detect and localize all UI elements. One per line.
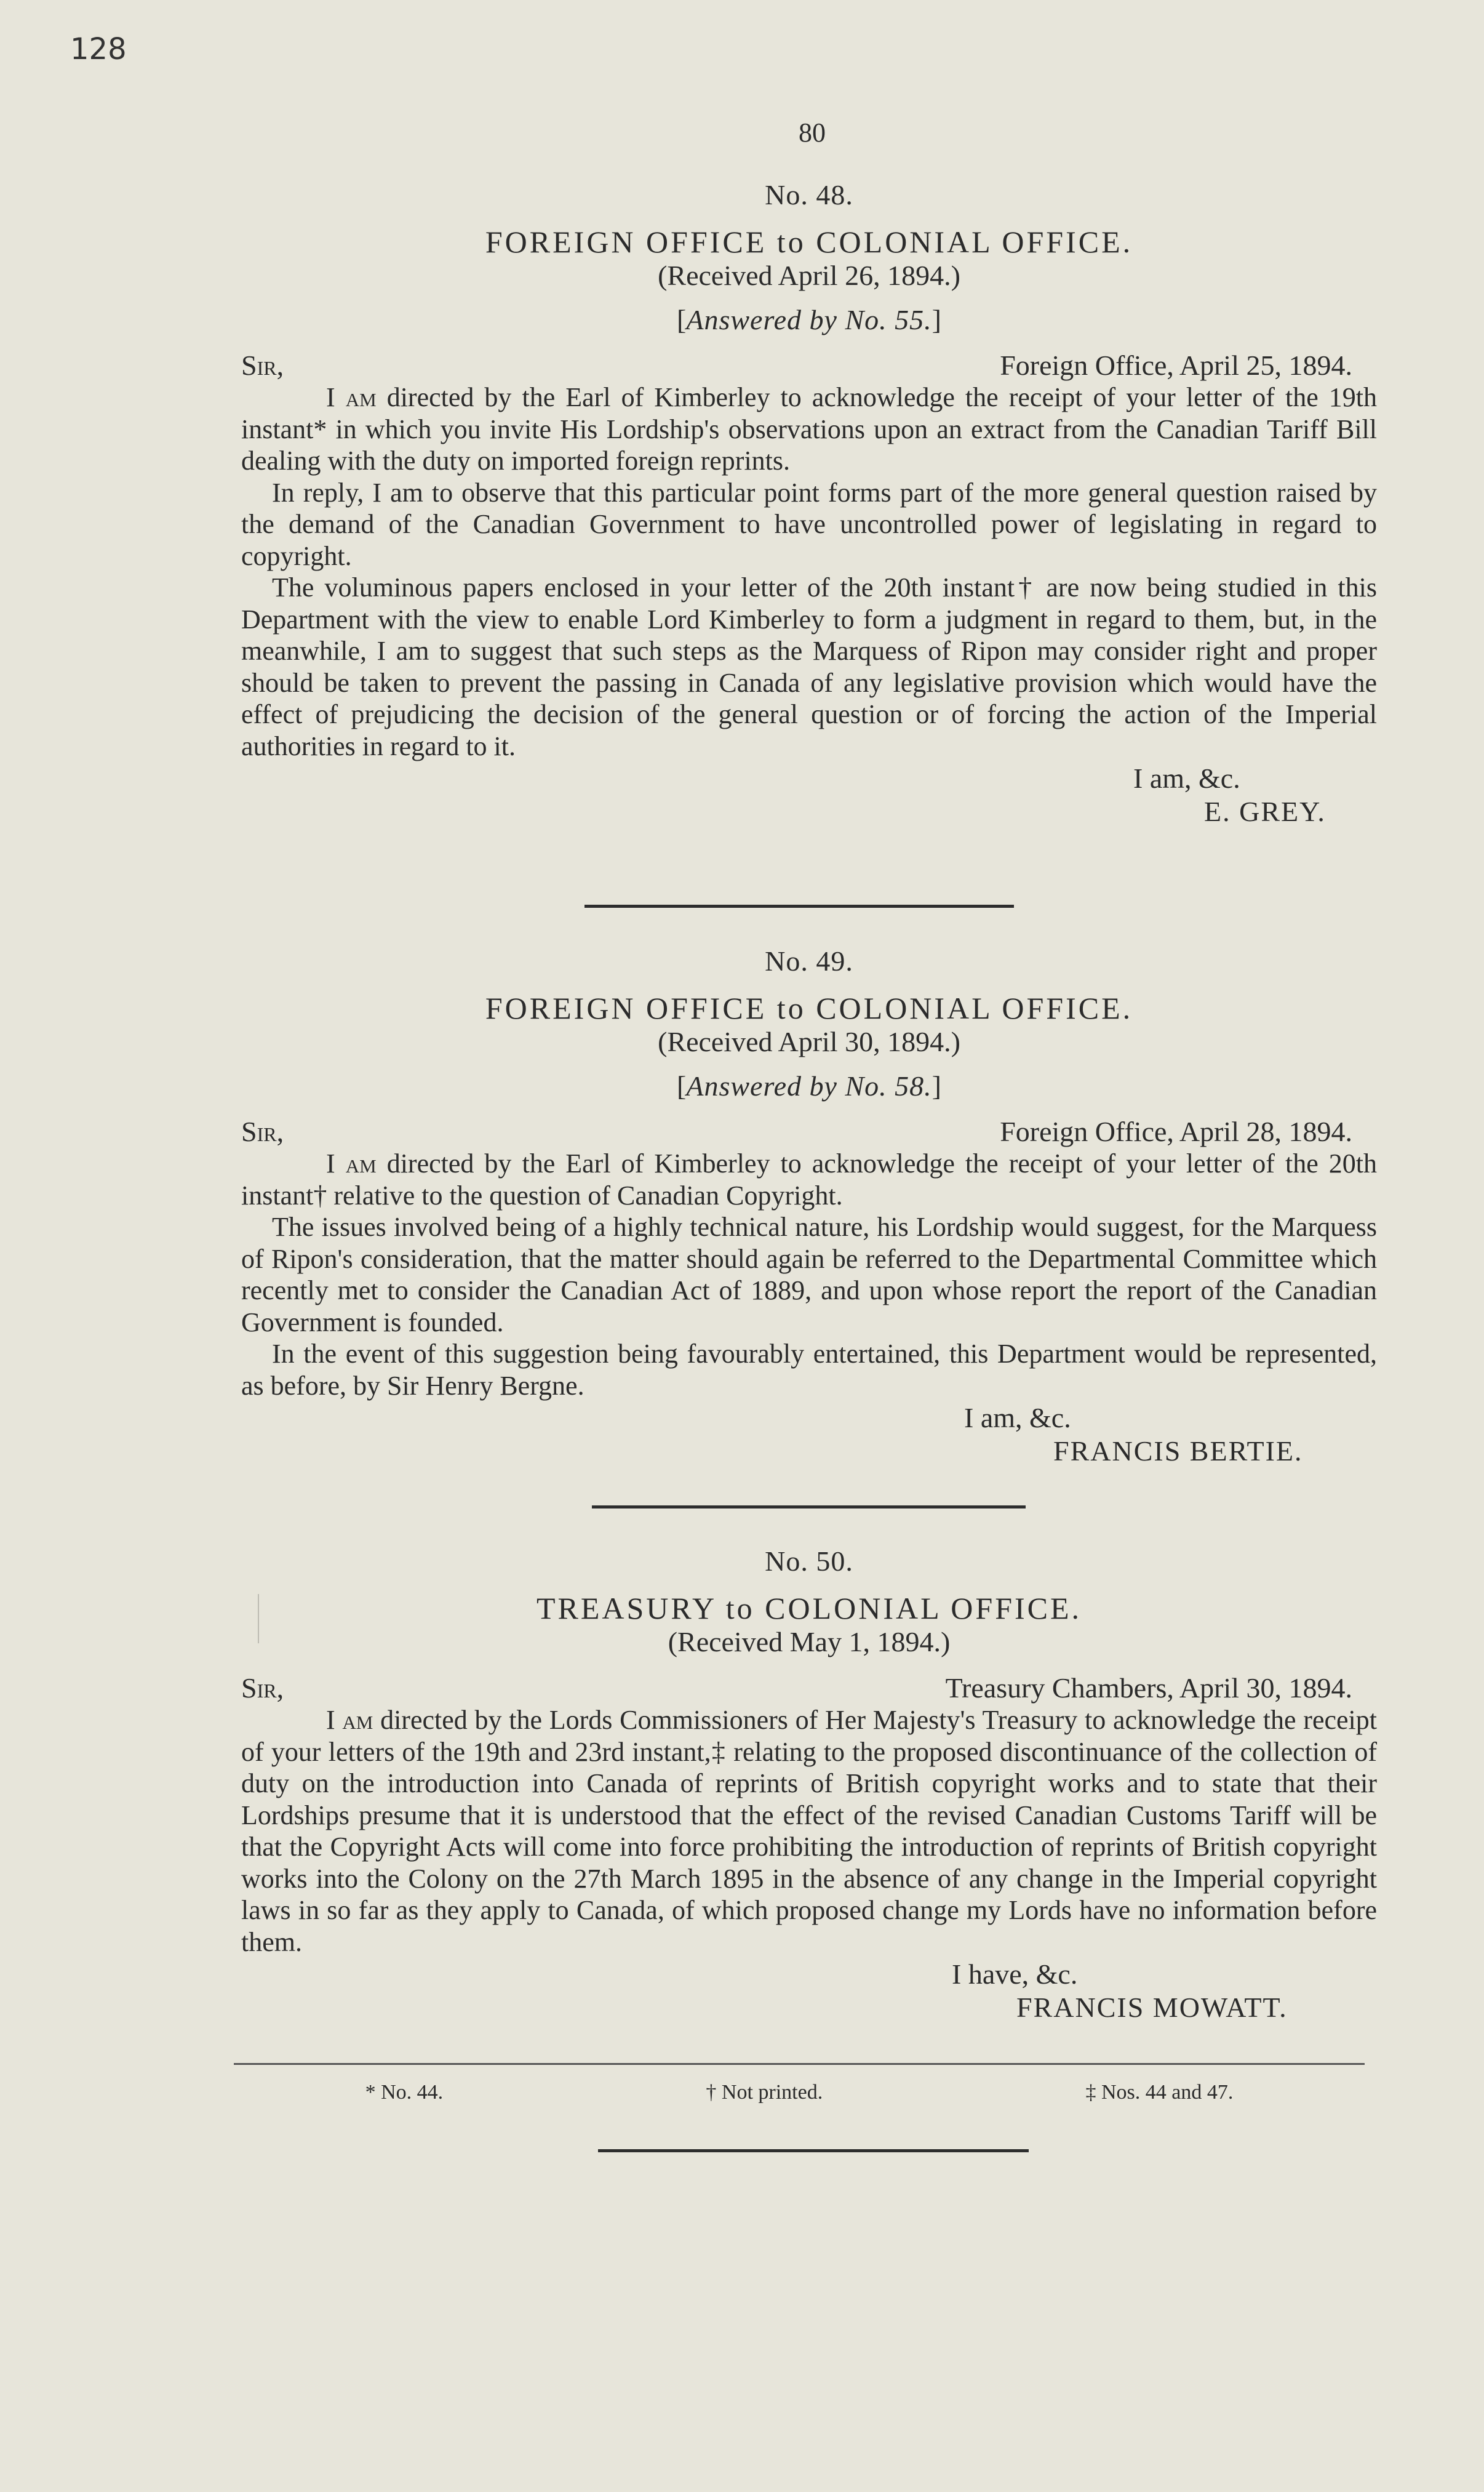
paragraph-text: directed by the Earl of Kimberley to acknowledge the receipt of your letter of the 20th instant† relative to the question of Canadian Copyright.	[241, 1148, 1377, 1211]
salutation-line	[241, 1672, 1377, 1704]
paragraph: The issues involved being of a highly technical nature, his Lordship would suggest, for the Marquess of Ripon's consideration, that the matter should again be referred to the Departmental Committee which recently met to consider the Canadian Act of 1889, and upon whose report the report of the Canadian Government is founded.	[241, 1212, 1377, 1337]
paragraph-text: directed by the Earl of Kimberley to acknowledge the receipt of your letter of the 19th instant* in which you invite His Lordship's observations upon an extract from the Canadian Tariff Bill dealing with the duty on imported foreign reprints.	[241, 382, 1377, 476]
answered-text: Answered by No. 58.	[686, 1070, 932, 1102]
letter-heading: FOREIGN OFFICE to COLONIAL OFFICE.	[485, 991, 1133, 1025]
received-date: (Received April 26, 1894.)	[658, 260, 960, 291]
opening-word: I	[326, 1705, 335, 1735]
paragraph	[241, 1148, 1377, 1211]
place-date: Foreign Office, April 28, 1894.	[1000, 1116, 1352, 1147]
paragraph: In the event of this suggestion being favourably entertained, this Department would be represented, as before, by Sir Henry Bergne.	[241, 1339, 1377, 1401]
letter-49	[241, 945, 1377, 1468]
letter-50	[241, 1545, 1377, 2024]
closing-block	[241, 1401, 1377, 1468]
salutation-line	[241, 350, 1377, 382]
answered-text: Answered by No. 55.	[686, 304, 932, 335]
paragraph	[241, 1704, 1377, 1958]
footnote: * No. 44.	[365, 2081, 444, 2104]
signature: E. GREY.	[1204, 796, 1326, 827]
signature: FRANCIS BERTIE.	[1053, 1435, 1303, 1467]
page-number: 80	[799, 118, 826, 148]
received-date: (Received May 1, 1894.)	[668, 1626, 951, 1657]
separator-rule	[598, 2149, 1029, 2152]
closing-block	[241, 1958, 1377, 2024]
closing: I have, &c.	[952, 1958, 1078, 1990]
letter-body	[241, 1704, 1377, 1958]
opening-smallcaps: am	[345, 1148, 377, 1179]
letter-number: No. 48.	[765, 179, 853, 210]
opening-word: I	[326, 382, 335, 412]
letter-body	[241, 382, 1377, 762]
closing: I am, &c.	[1133, 763, 1240, 794]
salutation: Sir,	[241, 350, 284, 381]
signature: FRANCIS MOWATT.	[1016, 1992, 1288, 2023]
closing: I am, &c.	[964, 1402, 1071, 1433]
letter-body	[241, 1148, 1377, 1401]
letter-number: No. 49.	[765, 945, 853, 977]
paragraph: In reply, I am to observe that this particular point forms part of the more general question raised by the demand of the Canadian Government to have uncontrolled power of legislating in regard to copyright.	[241, 477, 1377, 571]
opening-word: I	[326, 1148, 335, 1179]
footnotes	[234, 2063, 1365, 2104]
paragraph	[241, 382, 1377, 477]
letter-48	[241, 178, 1377, 828]
letter-heading: FOREIGN OFFICE to COLONIAL OFFICE.	[485, 225, 1133, 259]
paragraph-text: directed by the Lords Commissioners of Her Majesty's Treasury to acknowledge the receipt of your letters of the 19th and 23rd instant,‡ relating to the proposed discontinuance of the collection of duty on the introduction into Canada of reprints of British copyright works and to state that their Lordships presume that it is understood that the effect of the revised Canadian Customs Tariff will be that the Copyright Acts will come into force prohibiting the introduction of reprints of British copyright works into the Colony on the 27th March 1895 in the absence of any change in the Imperial copyright laws in so far as they apply to Canada, of which proposed change my Lords have no information before them.	[241, 1705, 1377, 1957]
opening-smallcaps: am	[345, 382, 377, 412]
footnote: ‡ Nos. 44 and 47.	[1085, 2081, 1234, 2104]
opening-smallcaps: am	[342, 1705, 373, 1735]
answered-note: [Answered by No. 58.]	[677, 1070, 941, 1102]
received-date: (Received April 30, 1894.)	[658, 1026, 960, 1057]
paragraph: The voluminous papers enclosed in your letter of the 20th instant† are now being studied in this Department with the view to enable Lord Kimberley to form a judgment in regard to them, but, in the meanwhile, I am to suggest that such steps as the Marquess of Ripon may consider right and proper should be taken to prevent the passing in Canada of any legislative provision which would have the effect of prejudicing the decision of the general question or of forcing the action of the Imperial authorities in regard to it.	[241, 572, 1377, 761]
footnote: † Not printed.	[706, 2081, 823, 2104]
closing-block	[241, 762, 1377, 828]
place-date: Treasury Chambers, April 30, 1894.	[945, 1672, 1352, 1704]
letter-heading: TREASURY to COLONIAL OFFICE.	[536, 1591, 1082, 1625]
letter-number: No. 50.	[765, 1545, 853, 1577]
margin-mark	[258, 1594, 259, 1643]
place-date: Foreign Office, April 25, 1894.	[1000, 350, 1352, 381]
salutation: Sir,	[241, 1672, 284, 1704]
archive-page-number: 128	[70, 32, 127, 66]
answered-note: [Answered by No. 55.]	[677, 304, 941, 335]
salutation: Sir,	[241, 1116, 284, 1147]
salutation-line	[241, 1116, 1377, 1148]
separator-rule	[592, 1505, 1026, 1508]
separator-rule	[584, 905, 1014, 908]
